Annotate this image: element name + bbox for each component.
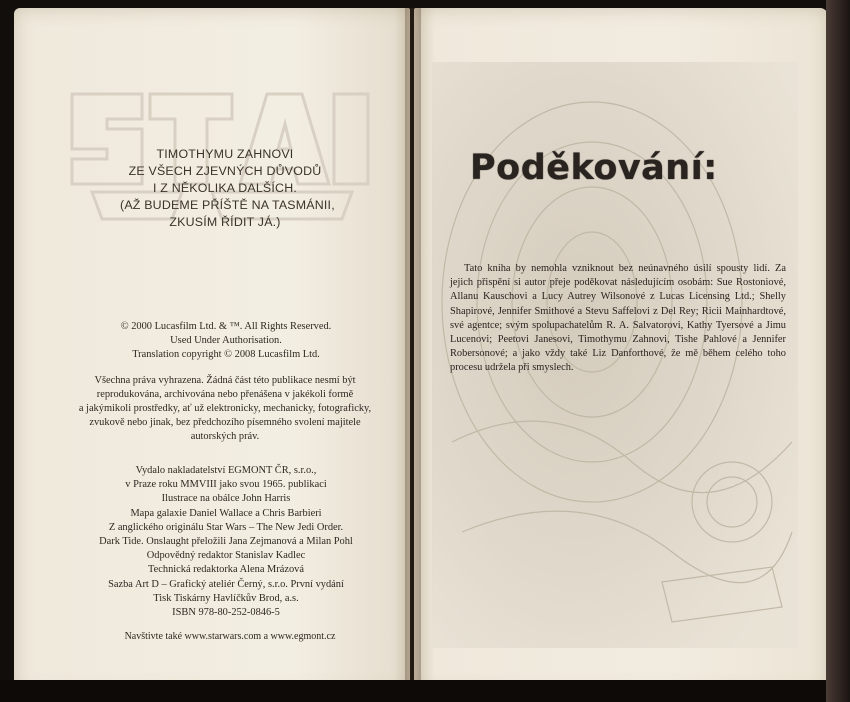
dedication-line: (AŽ BUDEME PŘÍŠTĚ NA TASMÁNII, <box>120 198 335 212</box>
isbn: ISBN 978-80-252-0846-5 <box>172 607 280 619</box>
publisher-line: Technická redaktorka Alena Mrázová <box>148 564 304 576</box>
copyright-line: © 2000 Lucasfilm Ltd. & ™. All Rights Reserved. <box>120 321 332 332</box>
publisher-line: Vydalo nakladatelství EGMONT ČR, s.r.o., <box>135 465 317 476</box>
acknowledgements-text: Tato kniha by nemohla vzniknout bez neúnavného úsilí spousty lidí. Za jejich přispění si autor přeje poděkovat následujícím osobám: Sue Rostoniové, Allanu Kauschovi a Lucy Autrey Wilsonové z Lucas Licensing Ltd.; Shelly Shapirové, Jennifer Smithové a Stevu Saffelovi z Del Rey; Ricii Mainhardtové, své agentce; svým spolupachatelům R. A. Salvatorovi, Kathy Tyersové a Jimu Lucenovi; Peetovi Janesovi, Timothymu Zahnovi, Tishe Pahlové a Jennifer Robersonové; a jako vždy také Liz Danforthové, že mě během celého toho procesu udržela při smyslech. <box>450 263 786 374</box>
acknowledgements-heading: Poděkování: <box>470 148 718 188</box>
publisher-line: Mapa galaxie Daniel Wallace a Chris Barbieri <box>130 507 322 519</box>
rights-line: autorských práv. <box>190 431 260 442</box>
publisher-line: Odpovědný redaktor Stanislav Kadlec <box>146 550 306 562</box>
copyright-line: Used Under Authorisation. <box>170 335 282 346</box>
publisher-line: Ilustrace na obálce John Harris <box>161 493 291 505</box>
publisher-info <box>72 464 380 620</box>
rights-line: a jakýmikoli prostředky, ať už elektronicky, mechanicky, fotograficky, <box>78 403 372 414</box>
dedication-line: I Z NĚKOLIKA DALŠÍCH. <box>153 181 297 195</box>
rights-line: zvukově nebo jinak, bez předchozího písemného svolení majitele <box>89 417 361 428</box>
publisher-line: Z anglického originálu Star Wars – The New Jedi Order. <box>108 521 344 533</box>
cover-edge <box>826 0 850 702</box>
table-edge <box>0 680 850 702</box>
dedication-line: ZE VŠECH ZJEVNÝCH DŮVODŮ <box>128 164 322 178</box>
visit-websites: Navštivte také www.starwars.com a www.egmont.cz <box>124 631 336 642</box>
publisher-line: v Praze roku MMVIII jako svou 1965. publikaci <box>125 479 327 491</box>
publisher-line: Tisk Tiskárny Havlíčkův Brod, a.s. <box>153 592 299 604</box>
copyright-line: Translation copyright © 2008 Lucasfilm Ltd. <box>132 349 320 360</box>
dedication-line: TIMOTHYMU ZAHNOVI <box>156 147 294 161</box>
rights-line: reprodukována, archivována nebo přenášena v jakékoli formě <box>96 389 354 400</box>
dedication <box>120 146 335 231</box>
rights-line: Všechna práva vyhrazena. Žádná část této publikace nesmí být <box>94 375 356 386</box>
publisher-line: Dark Tide. Onslaught přeložili Jana Zejmanová a Milan Pohl <box>99 536 353 548</box>
publisher-line: Sazba Art D – Grafický ateliér Černý, s.r.o. První vydání <box>108 578 344 590</box>
dedication-line: ZKUSÍM ŘÍDIT JÁ.) <box>169 215 281 229</box>
rights-notice <box>60 374 390 444</box>
copyright-notice <box>96 320 356 362</box>
book-gutter <box>405 8 421 692</box>
